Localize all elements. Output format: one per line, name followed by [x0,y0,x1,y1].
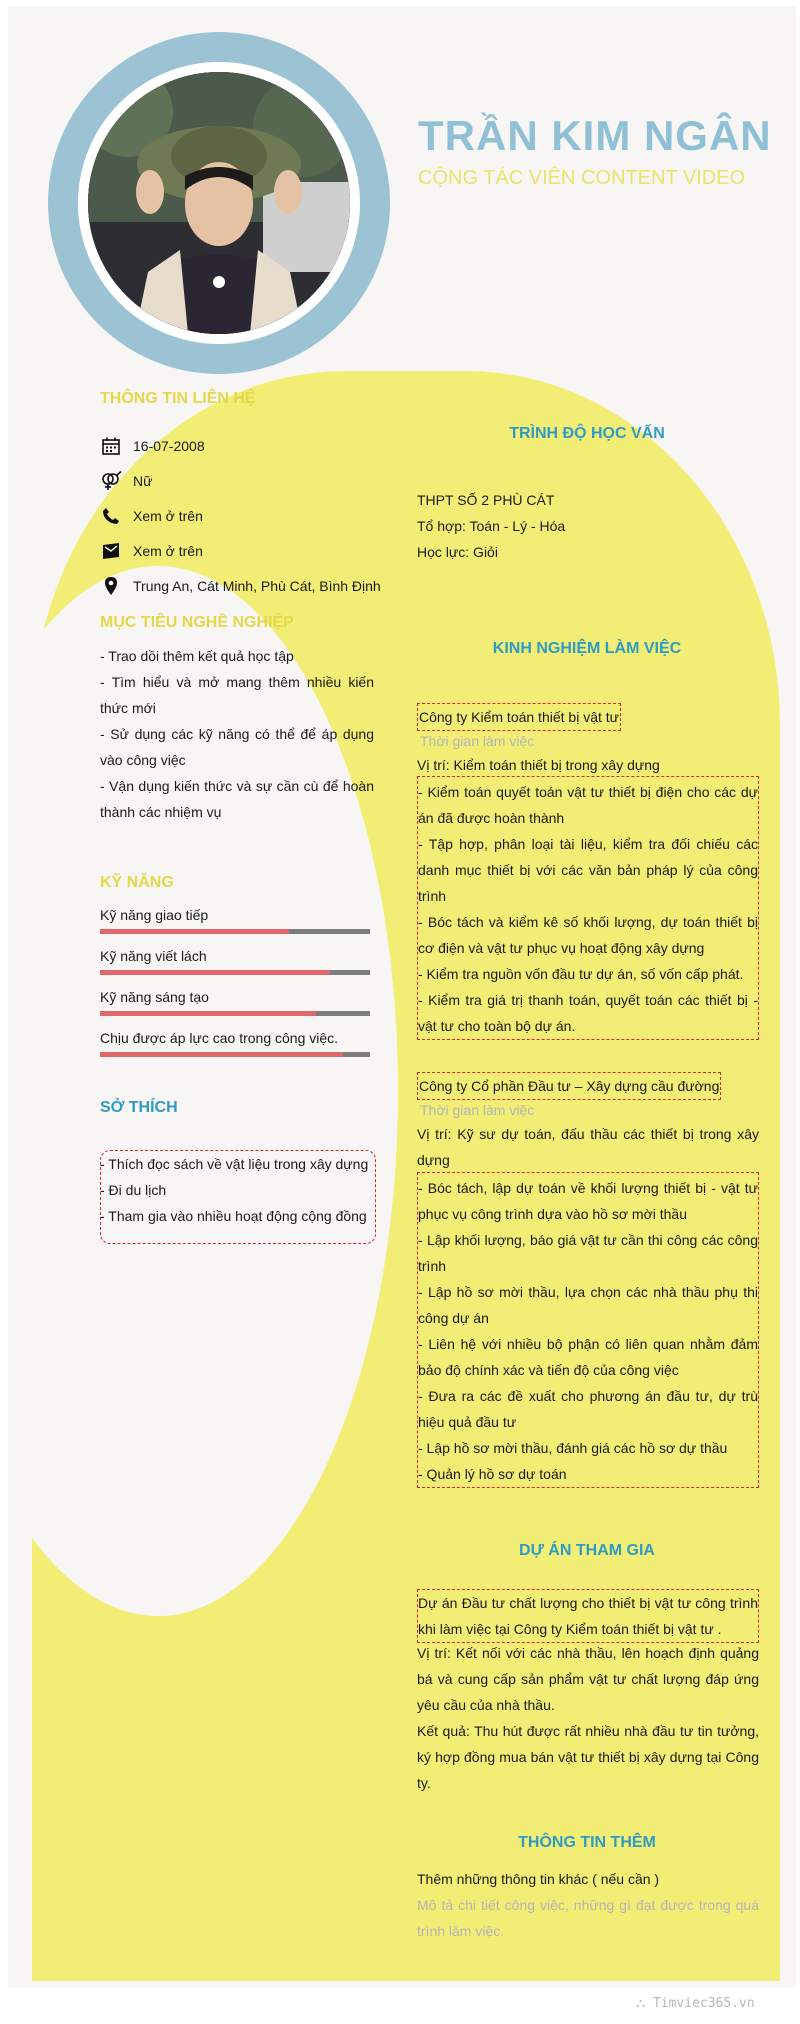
job-task: - Lập hồ sơ mời thầu, lựa chọn các nhà thầu phụ thi công dự án [418,1284,758,1326]
gender-icon [100,470,122,492]
contact-item [100,469,152,493]
skills-section-title: KỸ NĂNG [100,874,174,891]
email-icon [100,540,122,562]
hobby-item: - Tham gia vào nhiều hoạt động cộng đồng [100,1208,367,1224]
job-title: CỘNG TÁC VIÊN CONTENT VIDEO [418,167,746,189]
academic-rank: Học lực: Giỏi [417,544,498,560]
skill-level [100,1011,316,1016]
hobby-item: - Đi du lịch [100,1182,167,1198]
objective-item: - Tìm hiểu và mở mang thêm nhiều kiến thức mới [100,674,374,716]
objective-item: - Vận dụng kiến thức và sự cần cù để hoàn thành các nhiệm vụ [100,778,374,820]
contact-item [100,574,381,598]
watermark [636,1996,755,2011]
contact-item [100,539,203,563]
work-period: Thời gian làm việc [420,1102,535,1118]
skill-bar [100,970,370,975]
skill-name: Kỹ năng giao tiếp [100,907,209,923]
company-name: Công ty Cổ phần Đầu tư – Xây dựng cầu đường [417,1072,721,1100]
job-tasks [417,1172,759,1488]
job-role: Vị trí: Kiểm toán thiết bị trong xây dựng [417,757,660,773]
job-task: - Lập khối lượng, báo giá vật tư cần thi công các công trình [418,1232,758,1274]
skill-level [100,1052,343,1057]
skill-name: Chịu được áp lực cao trong công việc. [100,1030,339,1046]
project-name: Dự án Đầu tư chất lượng cho thiết bị vật tư công trình khi làm việc tại Công ty Kiểm toán thiết bị vật tư . [417,1589,759,1643]
skill-level [100,929,289,934]
job-task: - Kiểm tra nguồn vốn đầu tư dự án, số vốn cấp phát. [418,966,744,982]
project-role: Vị trí: Kết nối với các nhà thầu, lên hoạch định quảng bá và cung cấp sản phẩm vật tư chất lượng đáp ứng yêu cầu của nhà thầu. [417,1645,759,1713]
skill-bar [100,1011,370,1016]
skill-bar [100,1052,370,1057]
job-tasks [417,776,759,1040]
job-role: Vị trí: Kỹ sư dự toán, đấu thầu các thiết bị trong xây dựng [417,1126,759,1168]
skill-name: Kỹ năng sáng tạo [100,989,209,1005]
experience-section-title: KINH NGHIỆM LÀM VIỆC [492,640,682,657]
job-task: - Quản lý hồ sơ dự toán [418,1466,567,1482]
phone: Xem ở trên [133,508,203,524]
additional-hint: Mô tả chi tiết công việc, những gì đạt được trong quá trình làm việc. [417,1897,759,1939]
school-name: THPT SỐ 2 PHÙ CÁT [417,492,555,508]
additional-info: Thêm những thông tin khác ( nếu cần ) [417,1871,660,1887]
hobbies-section-title: SỞ THÍCH [100,1099,178,1116]
location-pin-icon [100,575,122,597]
hobbies-list [100,1151,374,1229]
avatar [88,72,350,334]
watermark-text: Timviec365.vn [652,1996,755,2011]
job-task: - Đưa ra các đề xuất cho phương án đầu tư, dự trù hiệu quả đầu tư [418,1388,758,1430]
job-task: - Liên hệ với nhiều bộ phận có liên quan nhằm đảm bảo độ chính xác và tiến độ của công việc [418,1336,758,1378]
address: Trung An, Cát Minh, Phù Cát, Bình Định [133,578,381,594]
logo-icon: ⛬ [636,1996,653,2011]
additional-section-title: THÔNG TIN THÊM [518,1834,656,1851]
contact-item [100,434,205,458]
job-task: - Bóc tách, lập dự toán về khối lượng thiết bị - vật tư phục vụ công trình dựa vào hồ sơ mời thầu [418,1180,758,1222]
calendar-icon [100,435,122,457]
birthdate: 16-07-2008 [133,438,205,454]
objective-item: - Trao dồi thêm kết quả học tập [100,648,294,664]
job-task: - Kiểm toán quyết toán vật tư thiết bị điện cho các dự án đã được hoàn thành [418,784,758,826]
subject-group: Tổ hợp: Toán - Lý - Hóa [417,518,566,534]
job-task: - Kiểm tra giá trị thanh toán, quyết toán các thiết bị - vật tư cho toàn bộ dự án. [418,992,758,1034]
skill-level [100,970,330,975]
objective-list [100,643,374,825]
hobby-item: - Thích đọc sách về vật liệu trong xây dựng [100,1156,369,1172]
job-task: - Tập hợp, phân loại tài liệu, kiểm tra đối chiếu các danh mục thiết bị với các văn bản pháp lý của công trình [418,836,758,904]
job-task: - Bóc tách và kiểm kê số khối lượng, dự toán thiết bị cơ điện và vật tư phục vụ hoạt động xây dựng [418,914,758,956]
objective-item: - Sử dụng các kỹ năng có thể để áp dụng vào công việc [100,726,374,768]
candidate-name: TRẦN KIM NGÂN [418,112,772,159]
job-task: - Lập hồ sơ mời thầu, đánh giá các hồ sơ dự thầu [418,1440,728,1456]
phone-icon [100,505,122,527]
project-result: Kết quả: Thu hút được rất nhiều nhà đầu tư tin tưởng, ký hợp đồng mua bán vật tư thiết bị xây dựng tại Công ty. [417,1723,759,1791]
gender: Nữ [133,473,153,489]
education-details [417,487,759,565]
skill-name: Kỹ năng viết lách [100,948,207,964]
work-period: Thời gian làm việc [420,733,535,749]
company-name: Công ty Kiểm toán thiết bị vật tư [417,703,621,731]
contact-section-title: THÔNG TIN LIÊN HỆ [100,390,256,407]
contact-item [100,504,203,528]
email: Xem ở trên [133,543,203,559]
avatar-illustration [88,72,350,334]
projects-section-title: DỰ ÁN THAM GIA [519,1542,655,1559]
skill-bar [100,929,370,934]
objective-section-title: MỤC TIÊU NGHỀ NGHIỆP [100,614,294,631]
education-section-title: TRÌNH ĐỘ HỌC VẤN [509,425,665,442]
